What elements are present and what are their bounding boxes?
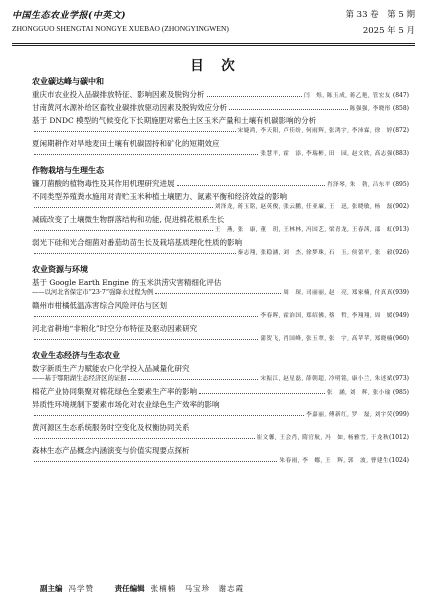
dot-leader <box>34 415 304 416</box>
toc-entry[interactable] <box>32 89 409 100</box>
dot-leader <box>34 253 236 254</box>
toc-entry[interactable] <box>32 237 409 258</box>
article-authors: 陈强强, 李晓彤 <box>349 106 391 112</box>
dot-leader <box>177 185 325 186</box>
section-heading: 农业碳达峰与碳中和 <box>32 76 104 86</box>
article-authors: 肖泽琴, 朱 勃, 吕东平 <box>326 182 391 188</box>
toc-entry[interactable] <box>32 363 409 384</box>
toc-entry[interactable] <box>32 300 409 321</box>
page-number: (913) <box>392 226 409 233</box>
page-number: (973) <box>392 375 409 382</box>
toc-entry[interactable] <box>32 178 409 189</box>
article-authors: 蒲贺飞, 肖国峰, 张玉翠, 张 宇, 高苹苹, 郑晓楠 <box>260 336 393 342</box>
table-of-contents <box>32 70 409 468</box>
article-title[interactable]: 弱光下硅和光合细菌对番茄幼苗生长及栽培基质理化性质的影响 <box>32 238 242 247</box>
article-subtitle: ——基于鄂阳湖生态经济区的证据 <box>32 375 127 382</box>
dot-leader <box>34 154 258 155</box>
article-authors: 李嘉丽, 傅新红, 罗 磊, 刘宇荧 <box>306 412 393 418</box>
issue-date: 2025 年 5 月 <box>362 26 415 36</box>
article-authors: 崔文馨, 王会肖, 隋官航, 冯 如, 杨雅雪, 于龙秋 <box>256 435 390 441</box>
page-number: (926) <box>392 249 409 256</box>
page-number: (1012) <box>389 434 409 441</box>
page-number: (883) <box>392 150 409 157</box>
page-number: (1024) <box>389 457 409 464</box>
toc-entry[interactable] <box>32 323 409 344</box>
dot-leader <box>155 293 281 294</box>
dot-leader <box>207 96 303 97</box>
article-title[interactable]: 森林生态产品概念内涵演变与价值实现要点探析 <box>32 446 190 455</box>
article-authors: 宋振江, 赵星磊, 薛朝超, 冷明铭, 康小兰, 朱述斌 <box>260 376 393 382</box>
page-number: (999) <box>392 411 409 418</box>
article-authors: 刘泽龙, 蒋玉铭, 赵英俊, 张云鹏, 任亚廉, 王 迅, 张晓敏, 杨 磊 <box>214 204 393 210</box>
article-authors: 张慧平, 霍 添, 李瑞彬, 田 园, 赵文欣, 高志强 <box>260 151 393 157</box>
article-authors: 朱春雨, 李 娜, 王 辉, 郭 波, 曹建生 <box>279 458 390 464</box>
page-number: (985) <box>392 389 409 396</box>
toc-entry[interactable] <box>32 445 409 466</box>
toc-entry[interactable] <box>32 138 409 159</box>
page-number: (939) <box>392 289 409 296</box>
article-title[interactable]: 棉花产业协同集聚对棉花绿色全要素生产率的影响 <box>32 387 197 396</box>
section-heading: 农业资源与环境 <box>32 264 88 274</box>
article-title[interactable]: 夏闲期耕作对旱地麦田土壤有机碳固持和矿化的短期效应 <box>32 139 220 148</box>
journal-name-cn: 中国生态农业学报(中英文) <box>12 11 127 21</box>
article-title[interactable]: 赣州市柑橘低温冻害综合风险评估与区划 <box>32 301 167 310</box>
page-title: 目 次 <box>190 58 237 74</box>
dot-leader <box>34 339 258 340</box>
responsible-editor-names: 张楠楠 马宝珍 谢志霞 <box>150 584 245 593</box>
page-number: (960) <box>392 335 409 342</box>
article-authors: 李春晖, 霍治国, 郑绍佛, 蔡 哲, 李翔翔, 周 媛 <box>260 313 393 319</box>
page-number: (895) <box>392 181 409 188</box>
header-rule-bottom <box>12 45 415 46</box>
article-title[interactable]: 基于 Google Earth Engine 的玉米洪涝灾害精细化评估 <box>32 278 222 287</box>
dot-leader <box>34 230 213 231</box>
article-authors: 闫 烁, 陈玉成, 蒋乙艳, 管宏友 <box>304 93 391 99</box>
article-title[interactable]: 数字新质生产力赋能农户化学投入品减量化研究 <box>32 364 190 373</box>
article-title[interactable]: 甘南黄河水源补给区畜牧业碳排放驱动因素及脱钩效应分析 <box>32 103 227 112</box>
dot-leader <box>34 438 255 439</box>
toc-entry[interactable] <box>32 115 409 136</box>
deputy-editor-label: 副主编 <box>40 584 63 593</box>
article-title[interactable]: 重庆市农业投入品碳排放特征、影响因素及脱钩分析 <box>32 90 205 99</box>
dot-leader <box>128 379 258 380</box>
header-rule-top <box>12 43 415 44</box>
article-authors: 周 琛, 司丽丽, 赵 亮, 郑家楠, 付真真 <box>283 290 393 296</box>
volume-issue: 第 33 卷 第 5 期 <box>345 10 415 20</box>
article-title[interactable]: 异质性环境规制下要素市场化对农业绿色生产效率的影响 <box>32 400 220 409</box>
page-number: (949) <box>392 312 409 319</box>
section-heading: 作物栽培与生理生态 <box>32 165 104 175</box>
dot-leader <box>199 393 325 394</box>
article-authors: 张 涵, 刘 辉, 张小瑜 <box>326 390 391 396</box>
editor-credits <box>40 583 262 594</box>
toc-entry[interactable] <box>32 277 409 298</box>
article-authors: 秦志翔, 张稳涵, 刘 杰, 徐梦珠, 石 玉, 侯蕾平, 张 毅 <box>237 250 393 256</box>
toc-entry[interactable] <box>32 102 409 113</box>
article-authors: 王 燕, 张 康, 董 玥, 王林林, 冯国艺, 梁青龙, 王春茜, 邵 虹 <box>214 227 393 233</box>
article-title[interactable]: 不同类型养殖粪水施用对青贮玉米种植土壤肥力、氮素平衡和经济效益的影响 <box>32 192 287 201</box>
page-number: (858) <box>392 105 409 112</box>
dot-leader <box>34 461 277 462</box>
toc-entry[interactable] <box>32 399 409 420</box>
article-title[interactable]: 黄河源区生态系统服务时空变化及权衡协同关系 <box>32 423 190 432</box>
toc-entry[interactable] <box>32 386 409 397</box>
dot-leader <box>34 316 258 317</box>
article-title[interactable]: 基于 DNDC 模型的气候变化下长期施肥对紫色土区玉米产量和土壤有机碳影响的分析 <box>32 116 317 125</box>
journal-name-en: ZHONGGUO SHENGTAI NONGYE XUEBAO (ZHONGYINGWEN) <box>12 24 229 33</box>
article-title[interactable]: 减硫改变了土壤微生物群落结构和功能, 促进棉花根系生长 <box>32 215 225 224</box>
deputy-editor-name: 冯学赞 <box>68 584 94 593</box>
page-number: (902) <box>392 203 409 210</box>
page-number: (872) <box>392 127 409 134</box>
responsible-editor-label: 责任编辑 <box>114 584 145 593</box>
article-authors: 宋婕鸿, 李天阳, 卢佳纷, 何雨辉, 张鸿宇, 李沛霖, 徐 婷 <box>237 128 393 134</box>
article-title[interactable]: 镰刀菌酸的植物毒性及其作用机理研究进展 <box>32 179 175 188</box>
toc-entry[interactable] <box>32 191 409 212</box>
running-header <box>12 6 415 40</box>
page-number: (847) <box>392 92 409 99</box>
dot-leader <box>34 131 236 132</box>
dot-leader <box>34 207 213 208</box>
toc-entry[interactable] <box>32 422 409 443</box>
toc-entry[interactable] <box>32 214 409 235</box>
article-subtitle: ——以河北省保定市“23·7”强降水过程为例 <box>32 289 154 296</box>
dot-leader <box>229 109 348 110</box>
article-title[interactable]: 河北省耕地“非粮化”时空分布特征及驱动因素研究 <box>32 324 198 333</box>
section-heading: 农业生态经济与生态农业 <box>32 350 120 360</box>
